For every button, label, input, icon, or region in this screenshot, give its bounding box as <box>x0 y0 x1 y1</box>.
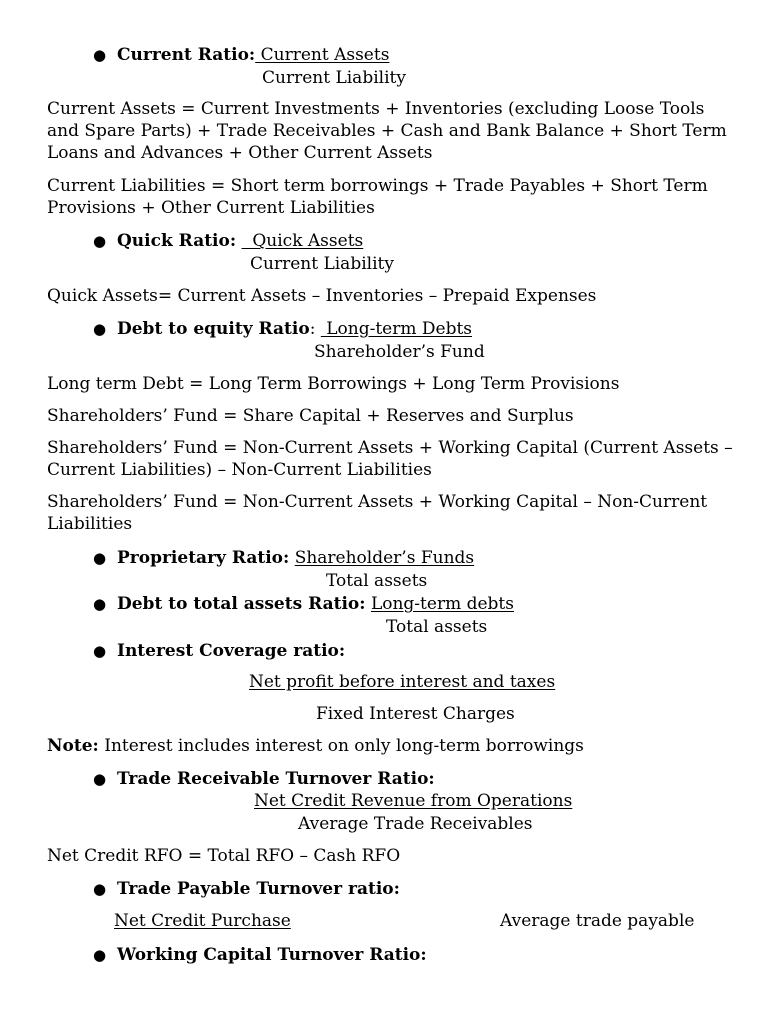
bullet-icon: ● <box>93 642 107 660</box>
debt-equity-denominator: Shareholder’s Fund <box>314 342 485 362</box>
current-ratio-label: Current Ratio: <box>117 45 256 65</box>
debt-equity-numerator: Long-term Debts <box>320 319 473 339</box>
bullet-icon: ● <box>93 232 107 250</box>
current-liabilities-definition: Current Liabilities = Short term borrowings + Trade Payables + Short Term Provisions + Other Current Liabilities <box>47 176 708 218</box>
quick-ratio-label: Quick Ratio: <box>117 231 237 251</box>
quick-ratio-denominator: Current Liability <box>250 254 394 274</box>
note-text: Interest includes interest on only long-term borrowings <box>98 736 584 756</box>
trade-receivable-numerator-text: Net Credit Revenue from Operations <box>254 791 573 811</box>
quick-assets-definition: Quick Assets= Current Assets – Inventories – Prepaid Expenses <box>47 286 597 306</box>
current-assets-definition: Current Assets = Current Investments + Inventories (excluding Loose Tools and Spare Parts) + Trade Receivables + Cash and Bank Balance + Short Term Loans and Advances + Other Current Assets <box>47 99 727 163</box>
note-label: Note: <box>47 736 99 756</box>
proprietary-ratio-denominator: Total assets <box>326 571 428 591</box>
bullet-icon: ● <box>93 46 107 64</box>
working-capital-label: Working Capital Turnover Ratio: <box>117 945 427 965</box>
shareholders-fund-definition-2: Shareholders’ Fund = Non-Current Assets + Working Capital (Current Assets – Current Liabilities) – Non-Current Liabilities <box>47 438 733 480</box>
interest-coverage-label: Interest Coverage ratio: <box>117 641 346 661</box>
quick-ratio-numerator: Quick Assets <box>241 231 364 251</box>
debt-total-assets-label: Debt to total assets Ratio: <box>117 594 366 614</box>
interest-coverage-numerator <box>249 671 555 693</box>
debt-equity-label: Debt to equity Ratio <box>117 319 310 339</box>
bullet-icon: ● <box>93 320 107 338</box>
quick-ratio-heading <box>117 230 363 252</box>
shareholders-fund-definition-3: Shareholders’ Fund = Non-Current Assets + Working Capital – Non-Current Liabilities <box>47 492 708 534</box>
long-term-debt-definition: Long term Debt = Long Term Borrowings + Long Term Provisions <box>47 374 620 394</box>
current-ratio-numerator: Current Assets <box>255 45 390 65</box>
net-credit-rfo-definition: Net Credit RFO = Total RFO – Cash RFO <box>47 846 401 866</box>
working-capital-heading <box>117 944 427 966</box>
trade-payable-numerator <box>114 910 291 932</box>
proprietary-ratio-heading <box>117 547 474 569</box>
shareholders-fund-definition-1: Shareholders’ Fund = Share Capital + Reserves and Surplus <box>47 406 574 426</box>
bullet-icon: ● <box>93 946 107 964</box>
bullet-icon: ● <box>93 549 107 567</box>
debt-total-assets-numerator: Long-term debts <box>370 594 514 614</box>
trade-payable-heading <box>117 878 400 900</box>
proprietary-ratio-label: Proprietary Ratio: <box>117 548 290 568</box>
trade-payable-label: Trade Payable Turnover ratio: <box>117 879 400 899</box>
interest-coverage-numerator-text: Net profit before interest and taxes <box>249 672 556 692</box>
current-ratio-heading <box>117 44 389 66</box>
current-ratio-denominator: Current Liability <box>262 68 406 88</box>
trade-payable-numerator-text: Net Credit Purchase <box>114 911 291 931</box>
trade-receivable-label: Trade Receivable Turnover Ratio: <box>117 769 435 789</box>
trade-receivable-denominator: Average Trade Receivables <box>298 814 533 834</box>
debt-total-assets-denominator: Total assets <box>386 617 488 637</box>
trade-receivable-numerator <box>254 790 572 812</box>
trade-payable-denominator: Average trade payable <box>500 911 695 931</box>
proprietary-ratio-numerator: Shareholder’s Funds <box>294 548 475 568</box>
bullet-icon: ● <box>93 880 107 898</box>
debt-equity-heading <box>117 318 472 340</box>
note <box>47 735 584 757</box>
bullet-icon: ● <box>93 770 107 788</box>
trade-receivable-heading <box>117 768 435 790</box>
debt-equity-colon: : <box>309 319 316 339</box>
interest-coverage-denominator: Fixed Interest Charges <box>316 704 515 724</box>
debt-total-assets-heading <box>117 593 514 615</box>
bullet-icon: ● <box>93 595 107 613</box>
interest-coverage-heading <box>117 640 345 662</box>
